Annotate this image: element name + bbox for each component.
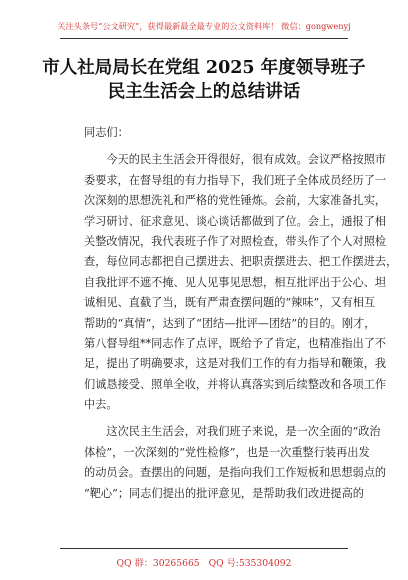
paragraph-gap <box>84 415 336 422</box>
text-line: 自我批评不遮不掩、见人见事见思想，相互批评出于公心、坦 <box>84 275 387 289</box>
title-line-1: 市人社局局长在党组 2025 年度领导班子 <box>42 58 366 78</box>
header-divider <box>60 38 348 39</box>
document-body <box>84 123 398 504</box>
title-line-2: 民主生活会上的总结讲话 <box>107 82 301 102</box>
document-title <box>0 56 408 104</box>
text-line: 次深刻的思想洗礼和严格的党性锤炼。会前，大家准备扎实， <box>84 194 387 208</box>
footer-qq-group: QQ 群：30265665 <box>116 558 200 569</box>
footer-qq-number: QQ 号:535304092 <box>208 558 292 569</box>
text-line: 足，提出了明确要求，这是对我们工作的有力指导和鞭策，我 <box>84 357 387 371</box>
text-line: 诚相见、直截了当，既有严肃查摆问题的“辣味”，又有相互 <box>84 296 376 310</box>
paragraph-1 <box>84 150 398 415</box>
text-line: 查，每位同志都把自己摆进去、把职责摆进去、把工作摆进去， <box>84 255 398 269</box>
text-line: 关整改情况，我代表班子作了对照检查，带头作了个人对照检 <box>84 234 387 248</box>
footer-divider <box>60 548 348 549</box>
header-promo-note: 关注头条号“公文研究”，获得最新最全最专业的公文资料库！ 微信：gongwenyj <box>57 21 351 31</box>
text-line: 体检”，一次深刻的“党性检修”，也是一次重整行装再出发 <box>84 445 370 459</box>
text-line: 帮助的“真情”，达到了“团结—批评—团结”的目的。刚才， <box>84 316 376 330</box>
text-line: 的动员会。查摆出的问题，是指向我们工作短板和思想弱点的 <box>84 466 387 480</box>
text-line: 委要求，在督导组的有力指导下，我们班子全体成员经历了一 <box>84 173 387 187</box>
text-line: 第八督导组**同志作了点评，既给予了肯定，也精准指出了不 <box>84 336 387 350</box>
text-line: 今天的民主生活会开得很好，很有成效。会议严格按照市 <box>106 153 387 167</box>
text-line: 学习研讨、征求意见、谈心谈话都做到了位。会上，通报了相 <box>84 214 387 228</box>
text-line: 们诚恳接受、照单全收，并将认真落实到后续整改和各项工作 <box>84 377 387 391</box>
salutation: 同志们： <box>84 126 129 139</box>
text-line: 中去。 <box>84 398 118 412</box>
paragraph-2 <box>84 422 387 504</box>
text-line: 这次民主生活会，对我们班子来说，是一次全面的“政治 <box>106 425 381 439</box>
footer-contact <box>0 555 408 569</box>
text-line: “靶心”；同志们提出的批评意见，是帮助我们改进提高的 <box>84 486 364 500</box>
